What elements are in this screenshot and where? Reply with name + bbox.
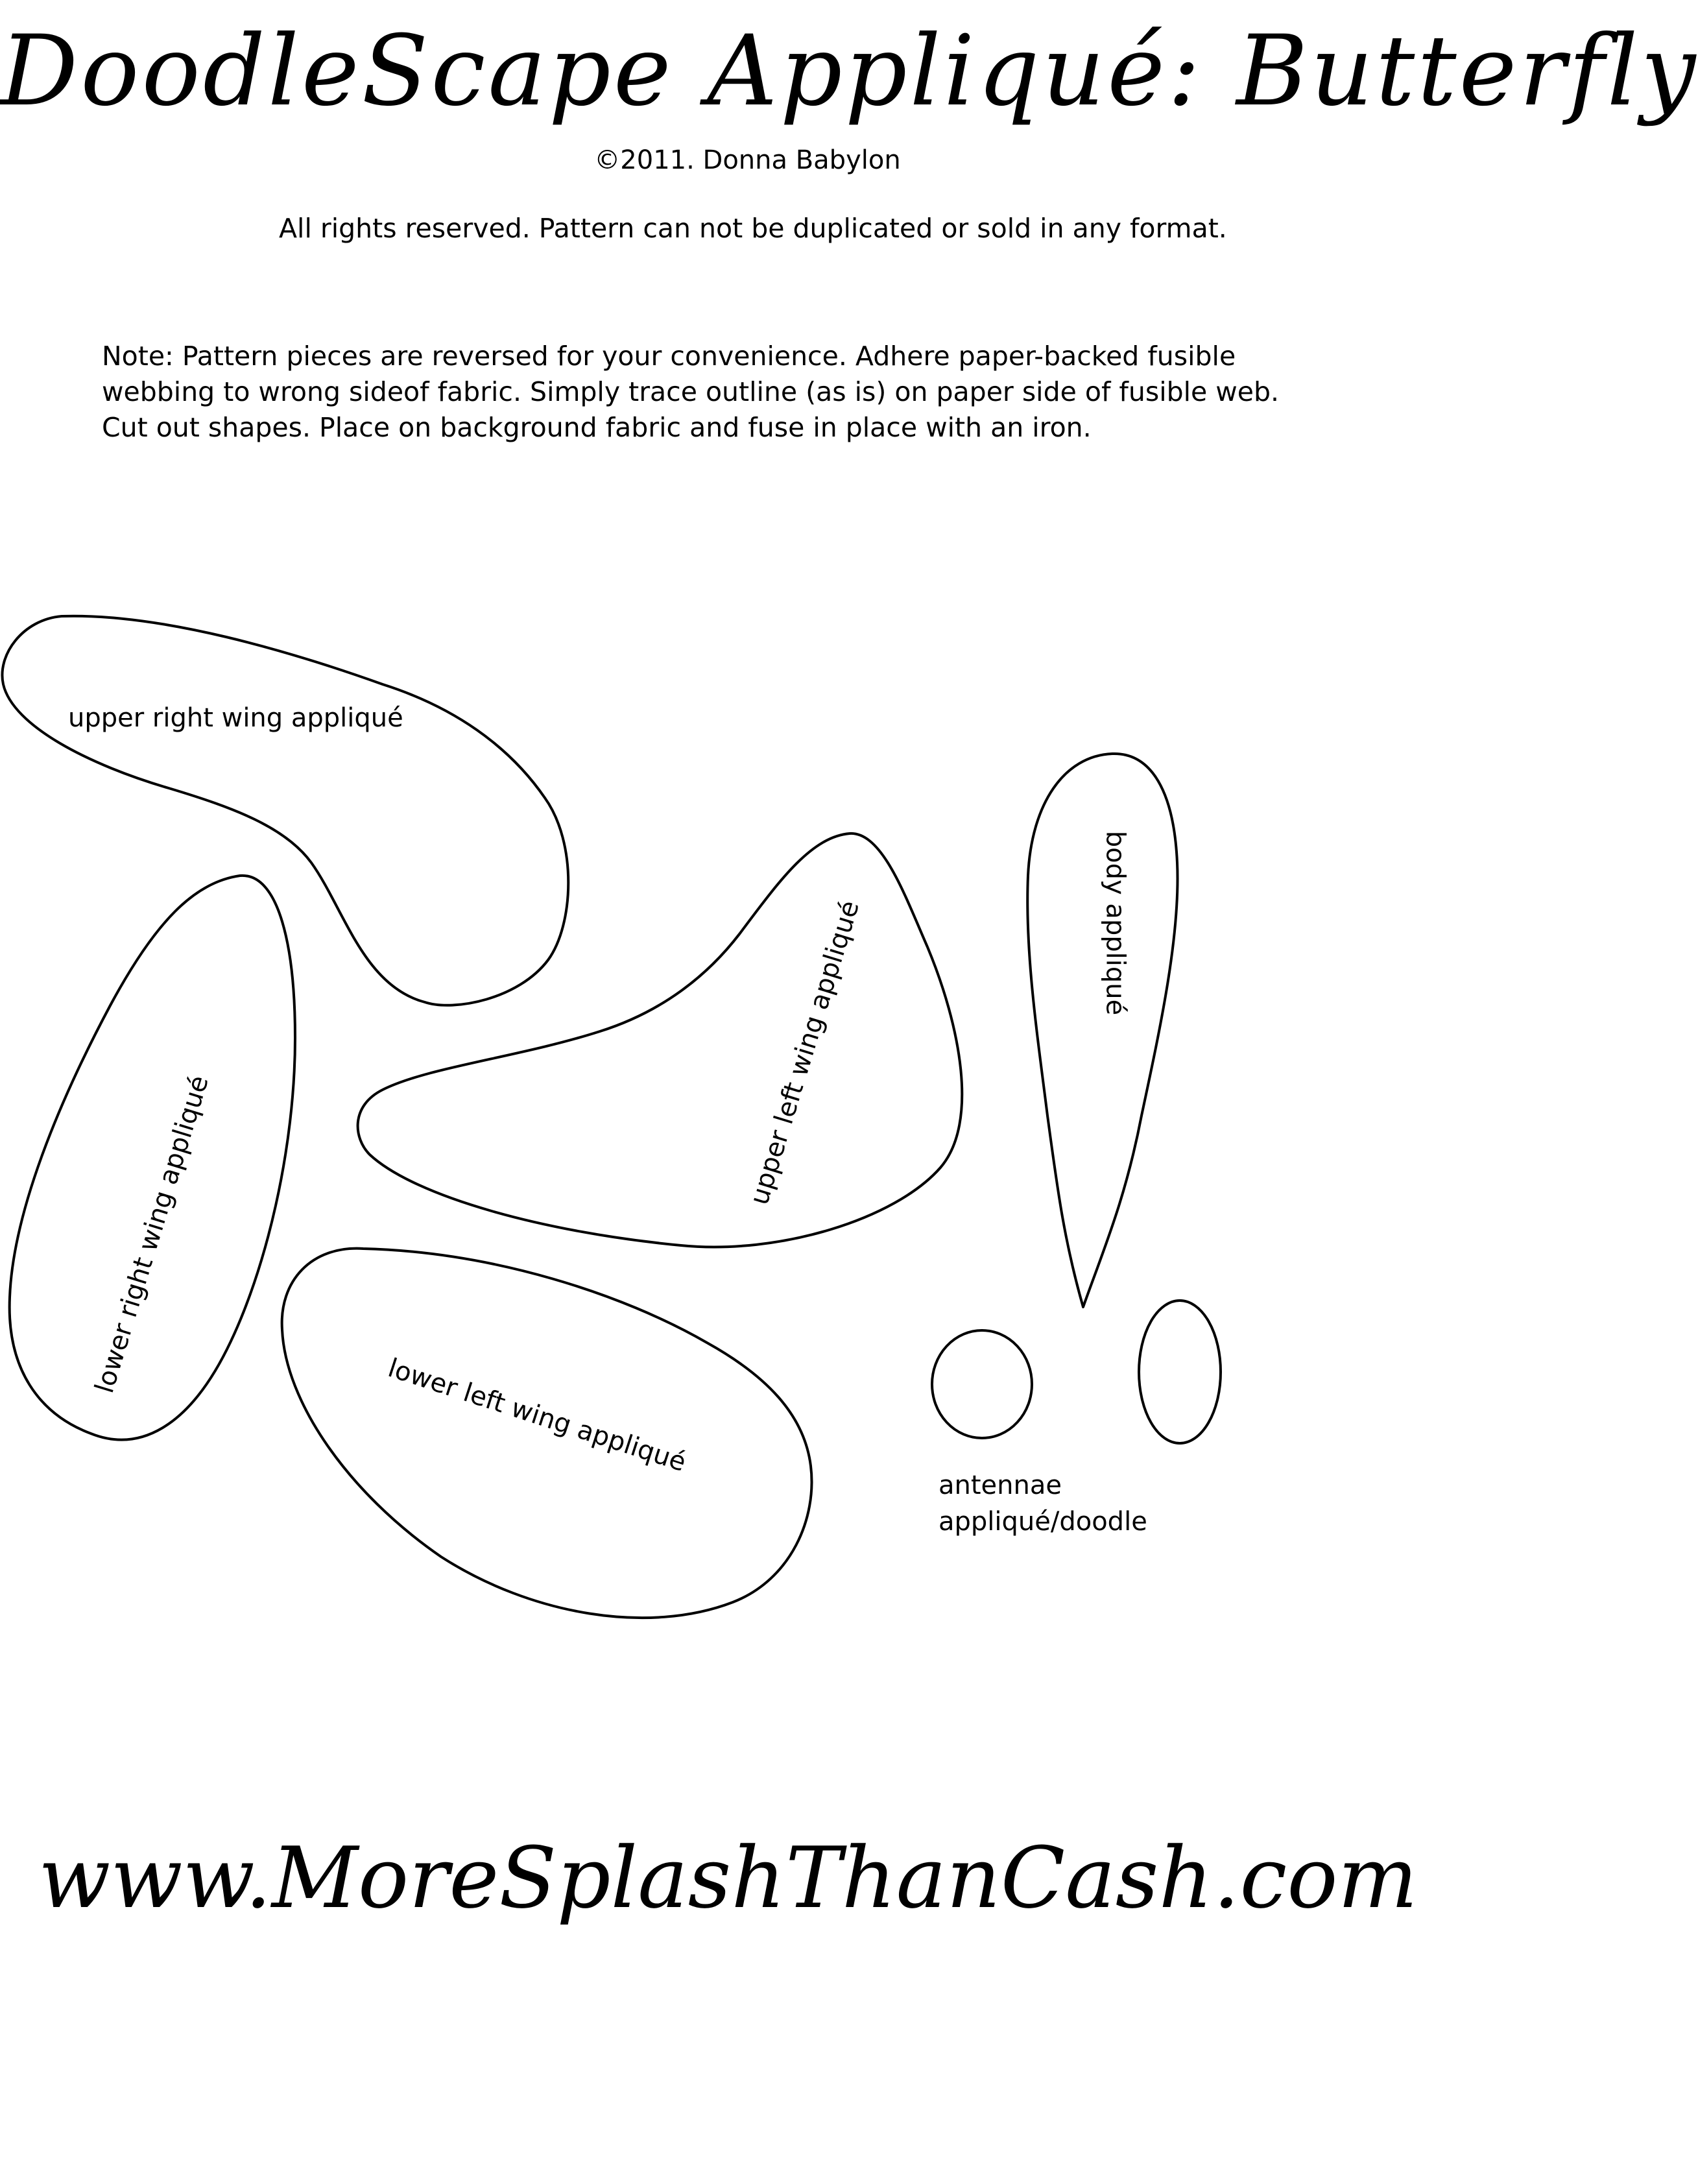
note-line: Cut out shapes. Place on background fabric and fuse in place with an iron.	[102, 412, 1092, 443]
note-line: webbing to wrong sideof fabric. Simply trace outline (as is) on paper side of fusible web.	[102, 376, 1280, 407]
body-label: body appliqué	[1100, 830, 1130, 1016]
lower-right-wing-outline	[10, 876, 295, 1440]
upper-right-wing-outline	[2, 616, 568, 1005]
antenna-left-outline	[932, 1330, 1032, 1438]
rights-notice: All rights reserved. Pattern can not be duplicated or sold in any format.	[279, 213, 1227, 244]
antennae-label	[939, 1467, 1147, 1540]
upper-left-wing-outline	[358, 834, 963, 1247]
upper-left-wing-label: upper left wing appliqué	[744, 897, 866, 1208]
lower-left-wing-label: lower left wing appliqué	[384, 1353, 690, 1478]
upper-right-wing-label: upper right wing appliqué	[68, 703, 403, 733]
page-title: DoodleScape Appliqué: Butterfly	[0, 15, 1698, 128]
antennae-label-line: antennae	[939, 1470, 1062, 1500]
lower-right-wing-label: lower right wing appliqué	[90, 1072, 215, 1397]
note-line: Note: Pattern pieces are reversed for your convenience. Adhere paper-backed fusible	[102, 341, 1236, 372]
website-url: www.MoreSplashThanCash.com	[38, 1829, 1418, 1927]
antenna-right-outline	[1139, 1301, 1221, 1443]
antennae-label-line: appliqué/doodle	[939, 1507, 1147, 1537]
copyright-line: ©2011. Donna Babylon	[594, 145, 901, 175]
